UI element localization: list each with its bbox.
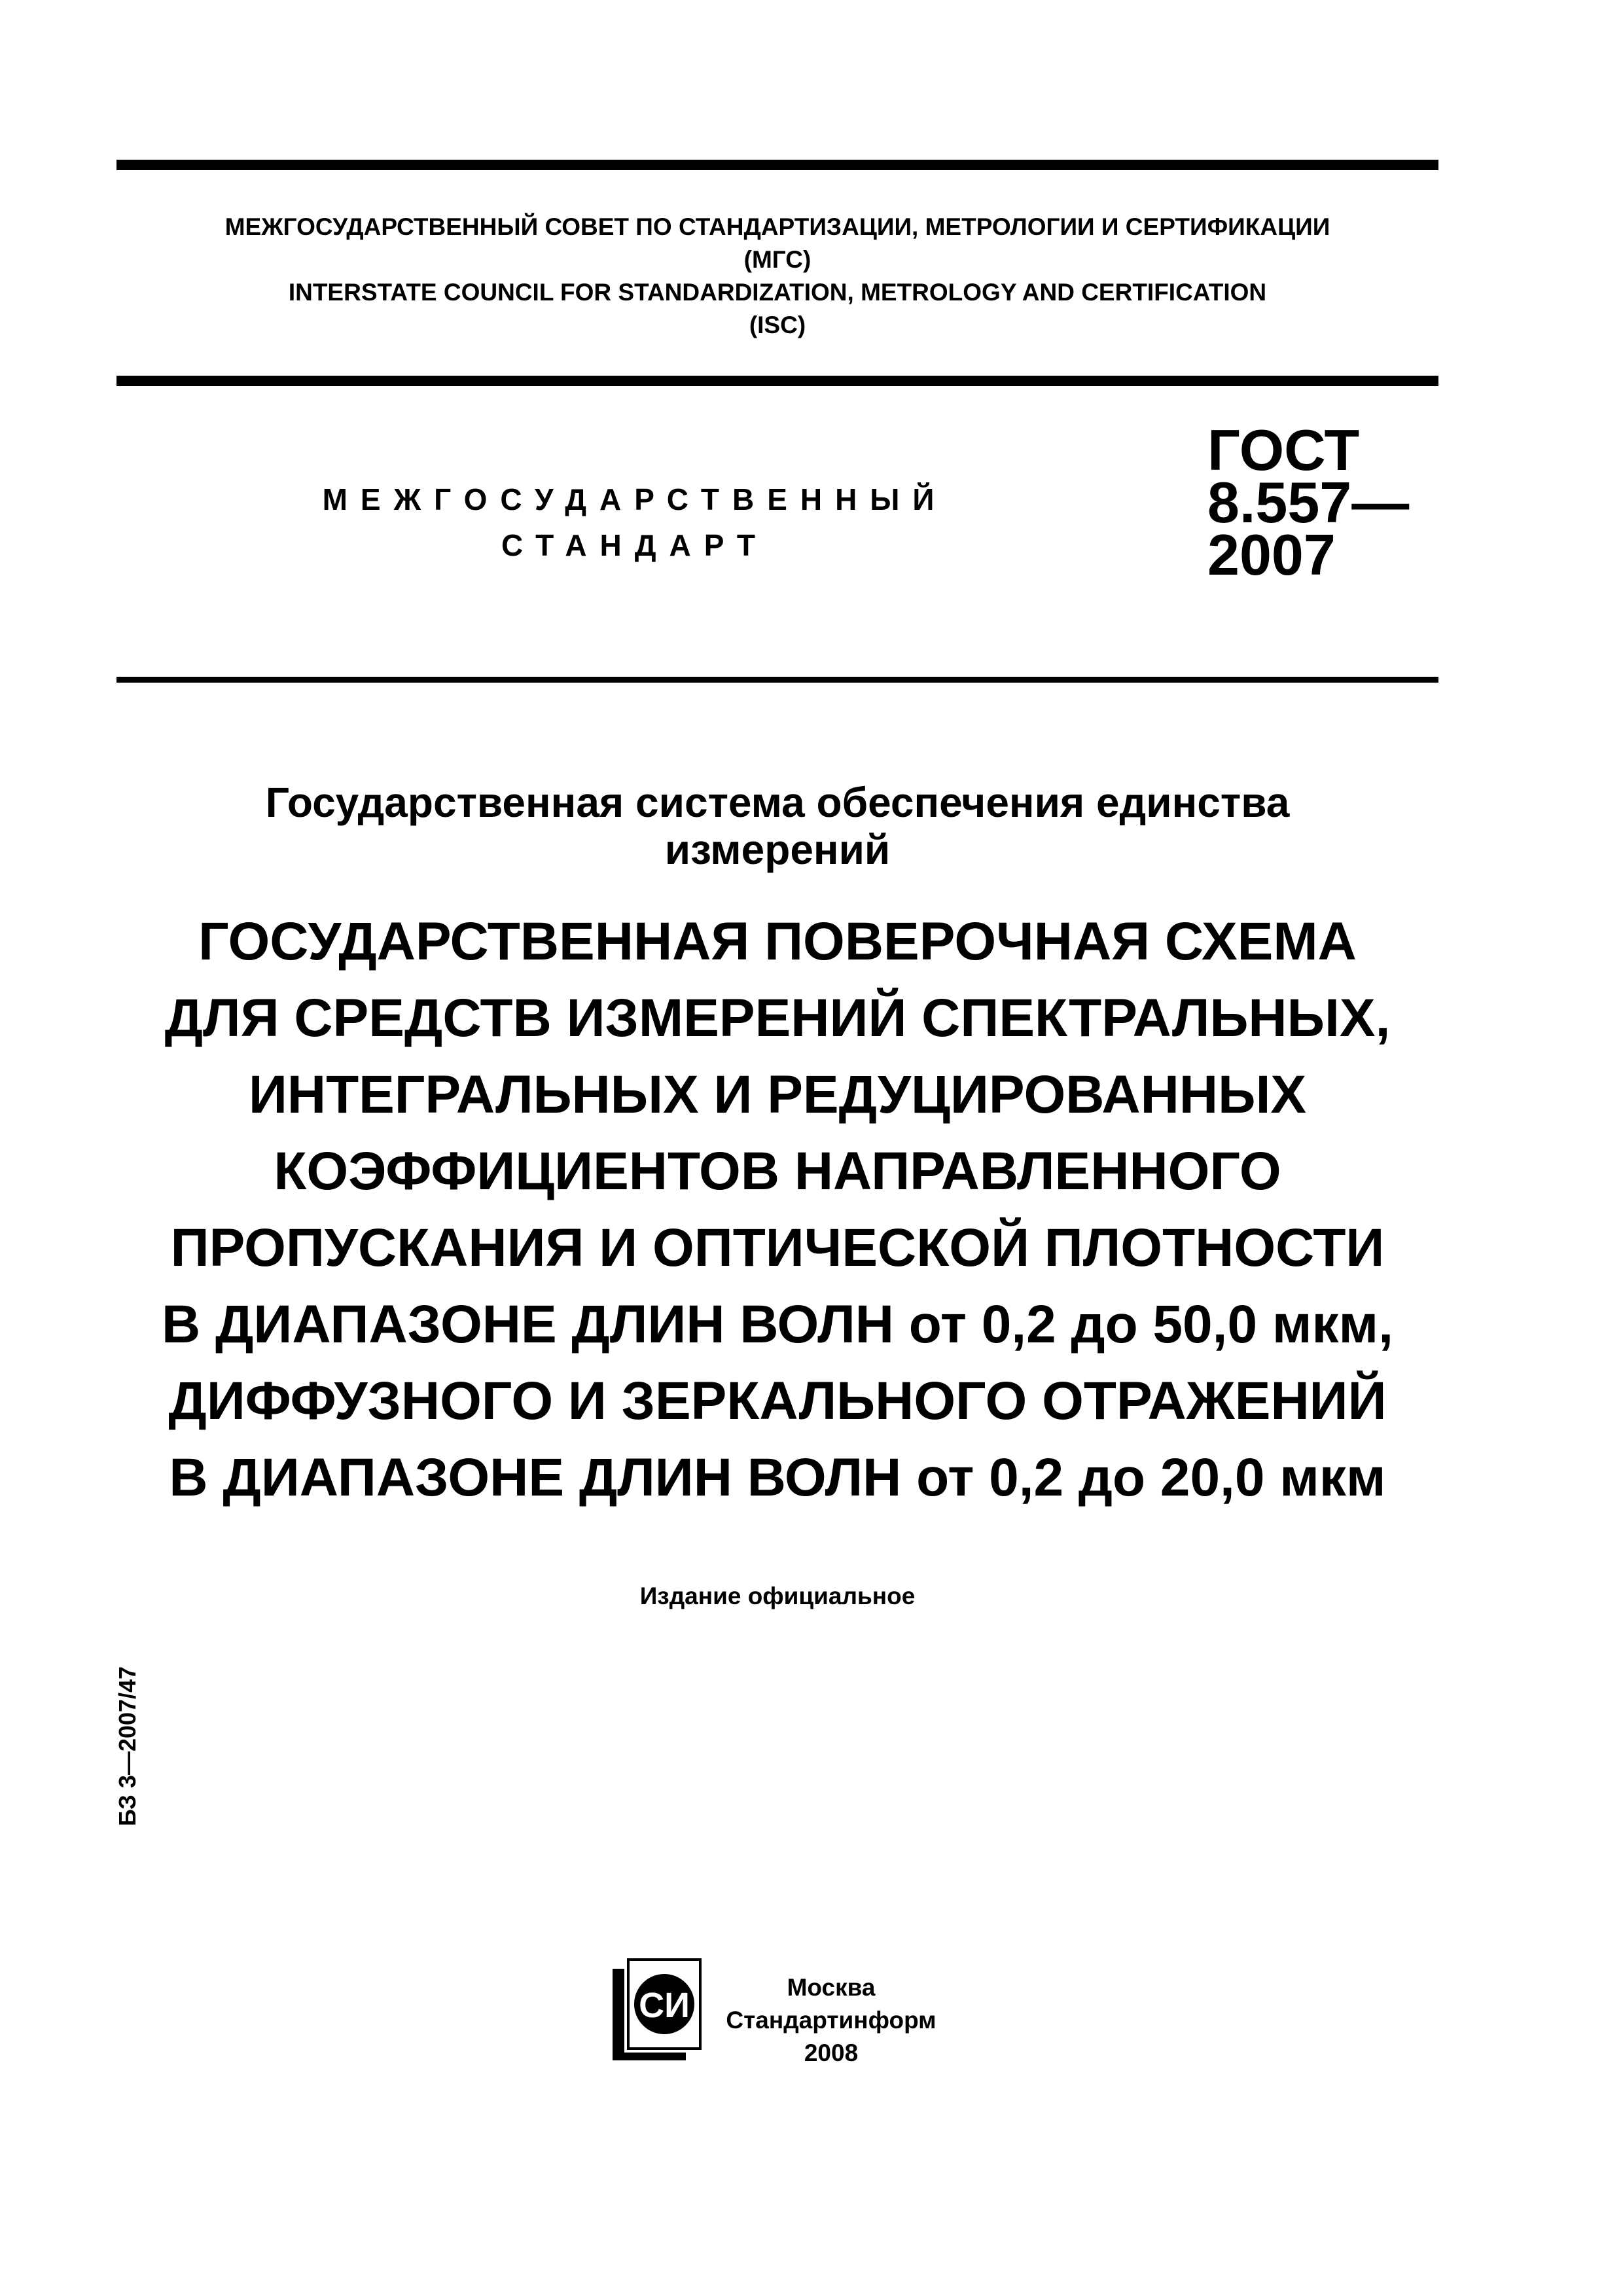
title-line: В ДИАПАЗОНЕ ДЛИН ВОЛН от 0,2 до 50,0 мкм,	[162, 1295, 1393, 1354]
gost-year: 2007	[1207, 522, 1336, 587]
title-line: ПРОПУСКАНИЯ И ОПТИЧЕСКОЙ ПЛОТНОСТИ	[170, 1218, 1385, 1278]
system-title	[116, 779, 1438, 873]
standartinform-logo-icon	[607, 1957, 704, 2062]
council-abbr-en: (ISC)	[749, 312, 806, 338]
council-header	[116, 211, 1438, 342]
logo-lettering: СИ	[639, 1986, 690, 2025]
title-line: ГОСУДАРСТВЕННАЯ ПОВЕРОЧНАЯ СХЕМА	[198, 912, 1357, 971]
system-title-line1: Государственная система обеспечения единства	[265, 779, 1290, 826]
gost-label: ГОСТ	[1207, 418, 1360, 482]
header-divider-rule	[116, 376, 1438, 386]
publisher-city: Москва	[787, 1974, 876, 2001]
standard-kind	[249, 476, 1021, 568]
title-line: КОЭФФИЦИЕНТОВ НАПРАВЛЕННОГО	[274, 1141, 1281, 1201]
system-title-line2: измерений	[664, 826, 891, 873]
gost-number: 8.557—	[1207, 470, 1410, 535]
top-rule	[116, 160, 1438, 170]
designation-rule	[116, 677, 1438, 683]
title-line: ИНТЕГРАЛЬНЫХ И РЕДУЦИРОВАННЫХ	[248, 1065, 1307, 1124]
council-name-en: INTERSTATE COUNCIL FOR STANDARDIZATION, METROLOGY AND CERTIFICATION	[288, 279, 1267, 306]
publisher-year: 2008	[804, 2039, 859, 2066]
title-line: ДЛЯ СРЕДСТВ ИЗМЕРЕНИЙ СПЕКТРАЛЬНЫХ,	[164, 988, 1391, 1048]
standard-kind-line2: СТАНДАРТ	[501, 528, 768, 562]
gost-designation	[1207, 418, 1410, 587]
title-line: В ДИАПАЗОНЕ ДЛИН ВОЛН от 0,2 до 20,0 мкм	[169, 1448, 1386, 1507]
council-abbr-ru: (МГС)	[743, 246, 812, 273]
document-title	[116, 903, 1438, 1516]
council-name-ru: МЕЖГОСУДАРСТВЕННЫЙ СОВЕТ ПО СТАНДАРТИЗАЦИИ, МЕТРОЛОГИИ И СЕРТИФИКАЦИИ	[224, 213, 1330, 240]
edition-note: Издание официальное	[639, 1583, 916, 1609]
publisher-block	[720, 1971, 942, 2070]
side-registration-note: БЗ 3—2007/47	[114, 1666, 141, 1826]
standard-kind-line1: МЕЖГОСУДАРСТВЕННЫЙ	[322, 482, 948, 516]
publisher-name: Стандартинформ	[726, 2007, 936, 2034]
title-line: ДИФФУЗНОГО И ЗЕРКАЛЬНОГО ОТРАЖЕНИЙ	[168, 1371, 1387, 1431]
